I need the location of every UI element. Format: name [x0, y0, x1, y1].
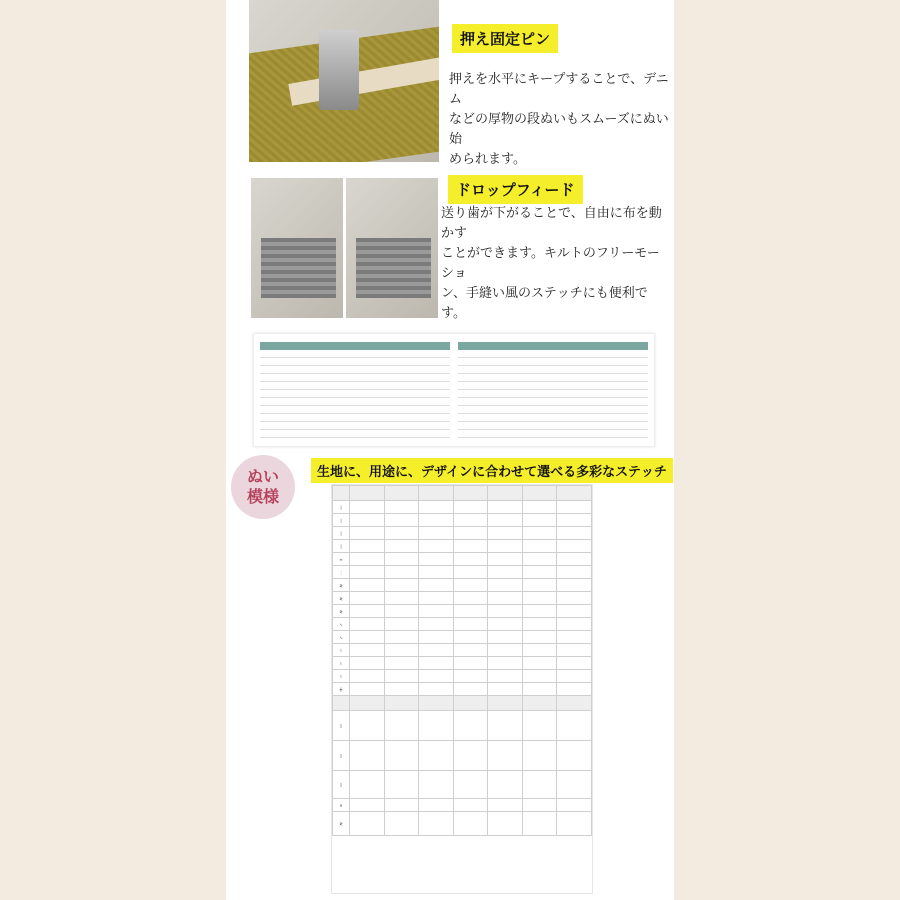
badge-line: ぬい — [246, 467, 279, 486]
needle-plate — [261, 238, 336, 298]
desc-line: 送り歯が下がることで、自由に布を動かす — [441, 206, 662, 241]
spec-table-left — [260, 342, 450, 438]
stitch-table: | | | | ≡ ⋮ ≷ ≷ ≷ ∿ ∿ ⌇ ⌇ ⌇ ╪ ▯ ▯ ▯ ✕ ≷ — [332, 485, 592, 836]
spec-table-right — [458, 342, 648, 438]
feature-desc-pin — [449, 70, 669, 170]
spec-table-image — [253, 333, 655, 447]
desc-line: 押えを水平にキープすることで、デニム — [449, 72, 669, 107]
feature-title-pin: 押え固定ピン — [452, 24, 558, 53]
stitch-badge — [231, 455, 295, 519]
badge-line: 模様 — [246, 487, 279, 506]
feature-desc-dropfeed — [441, 204, 671, 324]
presser-foot-photo — [249, 0, 439, 162]
desc-line: ン、手縫い風のステッチにも便利です。 — [441, 286, 648, 321]
desc-line: ことができます。キルトのフリーモーショ — [441, 246, 660, 281]
stitch-table-image — [331, 484, 593, 894]
desc-line: などの厚物の段ぬいもスムーズにぬい始 — [449, 112, 669, 147]
needle-plate — [356, 238, 431, 298]
desc-line: められます。 — [449, 152, 526, 167]
feature-title-dropfeed: ドロップフィード — [448, 175, 583, 204]
section-headline: 生地に、用途に、デザインに合わせて選べる多彩なステッチ — [311, 458, 673, 483]
presser-foot — [319, 30, 359, 110]
drop-feed-photo-left — [251, 178, 343, 318]
drop-feed-photo-right — [346, 178, 438, 318]
